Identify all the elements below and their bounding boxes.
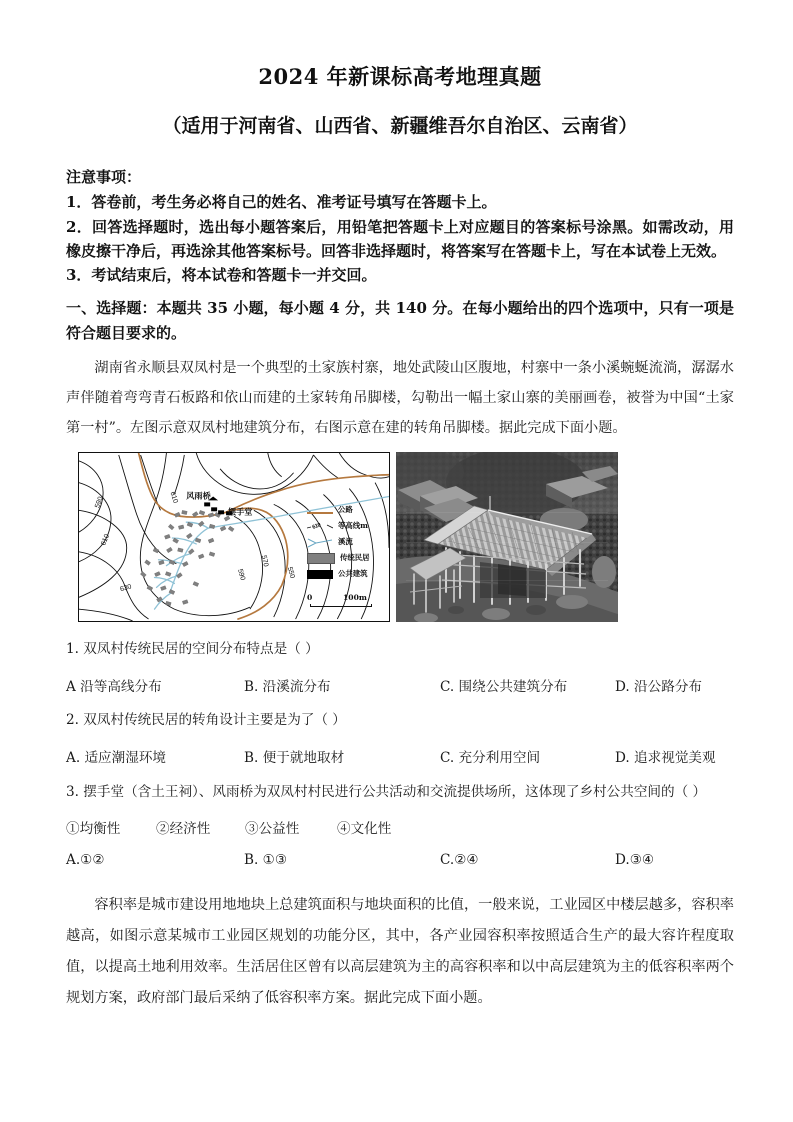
notice-item: 2．回答选择题时，选出每小题答案后，用铅笔把答题卡上对应题目的答案标号涂黑。如需改动，用橡皮擦干净后，再选涂其他答案标号。回答非选择题时，将答案写在答题卡上，写在本试卷上无效。: [66, 217, 734, 260]
legend-row-dwelling: [307, 551, 389, 566]
contour-label: 590: [236, 567, 246, 581]
legend-row-public: [307, 567, 389, 582]
contour-label: 630: [119, 582, 133, 593]
option-d[interactable]: D.③④: [615, 851, 655, 868]
map-label-fengyuqiao: 风雨桥: [186, 489, 211, 500]
contour-label: 550: [285, 565, 296, 579]
stream-line-icon: [307, 537, 333, 548]
option-d[interactable]: D. 沿公路分布: [615, 678, 703, 695]
notice-block: [66, 165, 734, 287]
option-b[interactable]: B. ①③: [244, 851, 288, 868]
page-title: 2024 年新课标高考地理真题: [258, 64, 542, 89]
sub-item: ①均衡性: [66, 820, 121, 837]
passage-village: 湖南省永顺县双凤村是一个典型的土家族村寨，地处武陵山区腹地，村寨中一条小溪蜿蜒流淌，潺潺水声伴随着弯弯青石板路和依山而建的土家转角吊脚楼，勾勒出一幅土家山寨的美丽画卷，被誉为中国“土家第一村”。左图示意双凤村地建筑分布，右图示意在建的转角吊脚楼。据此完成下面小题。: [66, 360, 734, 436]
question-2-stem: 2. 双凤村传统民居的转角设计主要是为了（ ）: [66, 711, 346, 728]
option-a[interactable]: A.①②: [66, 851, 105, 868]
scale-bar-line: [310, 604, 372, 607]
contour-label: 610: [168, 490, 179, 504]
option-a[interactable]: A 沿等高线分布: [66, 678, 162, 695]
legend-label: 传统民居: [340, 553, 370, 563]
sub-item: ④文化性: [337, 820, 392, 837]
option-c[interactable]: C.②④: [440, 851, 479, 868]
question-1-stem: 1. 双凤村传统民居的空间分布特点是（ ）: [66, 640, 319, 657]
map-legend: [307, 503, 389, 583]
legend-label: 等高线m: [338, 521, 368, 531]
contour-label: 590: [94, 495, 105, 509]
sub-item: ③公益性: [245, 820, 300, 837]
legend-label: 溪流: [338, 537, 353, 547]
legend-row-stream: [307, 535, 389, 550]
map-label-baishoutang: 摆手堂: [228, 505, 253, 516]
notice-heading: 注意事项：: [66, 167, 142, 186]
page-subtitle: （适用于河南省、山西省、新疆维吾尔自治区、云南省）: [162, 115, 638, 138]
contour-label: 610: [100, 532, 112, 547]
section-heading: 一、选择题：本题共 35 小题，每小题 4 分，共 140 分。在每小题给出的四个选项中，只有一项是符合题目要求的。: [66, 299, 734, 342]
option-d[interactable]: D. 追求视觉美观: [615, 749, 716, 766]
option-c[interactable]: C. 围绕公共建筑分布: [440, 678, 568, 695]
option-b[interactable]: B. 沿溪流分布: [244, 678, 331, 695]
sub-item: ②经济性: [156, 820, 211, 837]
stilted-house-photo: [396, 452, 618, 622]
legend-label: 公共建筑: [338, 569, 368, 579]
scale-min-label: 0: [307, 592, 313, 602]
question-3-sub-items: [66, 817, 734, 837]
question-3-stem: 3. 摆手堂（含土王祠）、风雨桥为双凤村村民进行公共活动和交流提供场所，这体现了乡村公共空间的（ ）: [66, 783, 707, 800]
page-content: [66, 0, 734, 1015]
svg-text:610: 610: [311, 521, 322, 531]
legend-label: 公路: [338, 505, 353, 515]
aerial-photo-graphic: [396, 452, 618, 622]
notice-item: 1．答卷前，考生务必将自己的姓名、准考证号填写在答题卡上。: [66, 193, 497, 212]
notice-item: 3．考试结束后，将本试卷和答题卡一并交回。: [66, 266, 377, 285]
road-line-icon: [307, 512, 333, 514]
question-3-options: [66, 852, 734, 868]
question-1-options: [66, 675, 734, 695]
public-building-swatch: [307, 570, 333, 579]
figure-row: [66, 452, 734, 624]
option-a[interactable]: A. 适应潮湿环境: [66, 749, 167, 766]
legend-row-road: [307, 503, 389, 518]
traditional-dwelling-swatch: [307, 553, 335, 564]
passage-floor-area-ratio: 容积率是城市建设用地地块上总建筑面积与地块面积的比值，一般来说，工业园区中楼层越多，容积率越高，如图示意某城市工业园区规划的功能分区，其中，各产业园容积率按照适合生产的最大容许程度取值，以提高土地利用效率。生活居住区曾有以高层建筑为主的高容积率和以中高层建筑为主的低容积率两个规划方案，政府部门最后采纳了低容积率方案。据此完成下面小题。: [66, 896, 734, 1007]
scale-max-label: 100m: [343, 592, 367, 602]
contour-line-icon: [307, 521, 333, 532]
question-2-options: [66, 746, 734, 766]
legend-row-contour: [307, 519, 389, 534]
village-distribution-map: [78, 452, 390, 622]
contour-label: 570: [259, 554, 270, 567]
option-b[interactable]: B. 便于就地取材: [244, 749, 345, 766]
option-c[interactable]: C. 充分利用空间: [440, 749, 541, 766]
